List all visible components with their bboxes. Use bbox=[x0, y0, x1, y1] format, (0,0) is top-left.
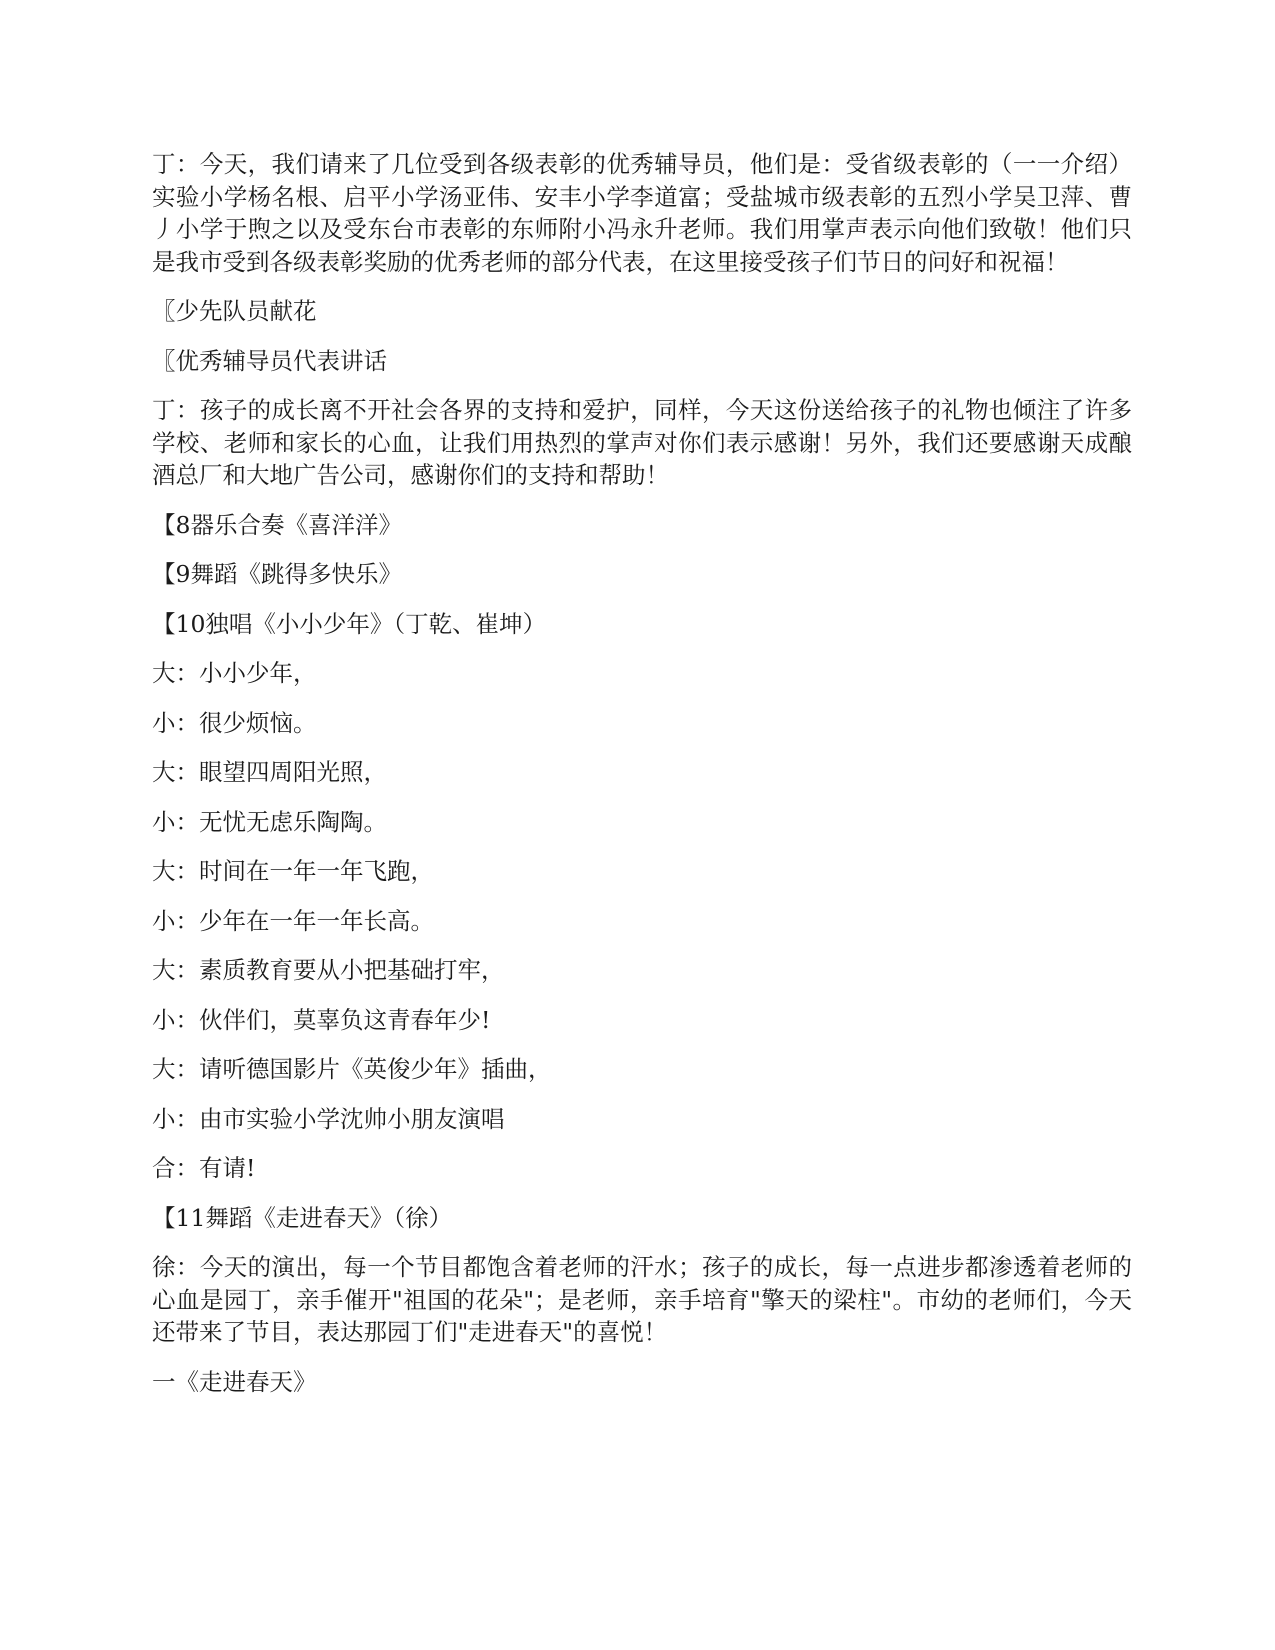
program-item-8: 【8器乐合奏《喜洋洋》 bbox=[152, 510, 402, 539]
paragraph-teachers: 徐：今天的演出，每一个节目都饱含着老师的汗水；孩子的成长，每一点进步都渗透着老师的心血是园丁，亲手催开"祖国的花朵"；是老师，亲手培育"擎天的梁柱"。市幼的老师们，今天还带来了节目，表达那园丁们"走进春天"的喜悦！ bbox=[152, 1253, 1132, 1346]
program-item-spring: 一《走进春天》 bbox=[152, 1367, 317, 1396]
dialogue-line: 大：小小少年， bbox=[152, 659, 317, 687]
document-body bbox=[152, 148, 1132, 1415]
program-item-11: 【11舞蹈《走进春天》（徐） bbox=[152, 1203, 453, 1232]
stage-direction-speech: 〖优秀辅导员代表讲话 bbox=[152, 346, 387, 375]
dialogue-line: 大：眼望四周阳光照， bbox=[152, 758, 387, 786]
paragraph-thanks: 丁：孩子的成长离不开社会各界的支持和爱护，同样，今天这份送给孩子的礼物也倾注了许多学校、老师和家长的心血，让我们用热烈的掌声对你们表示感谢！另外，我们还要感谢天成酿酒总厂和大地广告公司，感谢你们的支持和帮助！ bbox=[152, 396, 1132, 489]
dialogue-line: 小：伙伴们，莫辜负这青春年少! bbox=[152, 1005, 491, 1034]
dialogue-line: 小：无忧无虑乐陶陶。 bbox=[152, 807, 387, 836]
dialogue-line: 小：由市实验小学沈帅小朋友演唱 bbox=[152, 1104, 505, 1133]
paragraph-honored-counselors: 丁：今天，我们请来了几位受到各级表彰的优秀辅导员，他们是：受省级表彰的（一一介绍）实验小学杨名根、启平小学汤亚伟、安丰小学李道富；受盐城市级表彰的五烈小学吴卫萍、曹丿小学于煦之以及受东台市表彰的东师附小冯永升老师。我们用掌声表示向他们致敬！他们只是我市受到各级表彰奖励的优秀老师的部分代表，在这里接受孩子们节日的问好和祝福！ bbox=[152, 150, 1132, 276]
dialogue-line: 小：少年在一年一年长高。 bbox=[152, 906, 434, 935]
program-item-9: 【9舞蹈《跳得多快乐》 bbox=[152, 560, 402, 588]
dialogue-line: 大：素质教育要从小把基础打牢， bbox=[152, 956, 505, 984]
program-item-10: 【10独唱《小小少年》（丁乾、崔坤） bbox=[152, 609, 547, 638]
dialogue-line: 大：请听德国影片《英俊少年》插曲， bbox=[152, 1055, 552, 1083]
stage-direction-flowers: 〖少先队员献花 bbox=[152, 297, 317, 325]
dialogue-line: 大：时间在一年一年飞跑， bbox=[152, 857, 434, 885]
dialogue-line: 合：有请! bbox=[152, 1154, 256, 1182]
dialogue-line: 小：很少烦恼。 bbox=[152, 708, 317, 737]
